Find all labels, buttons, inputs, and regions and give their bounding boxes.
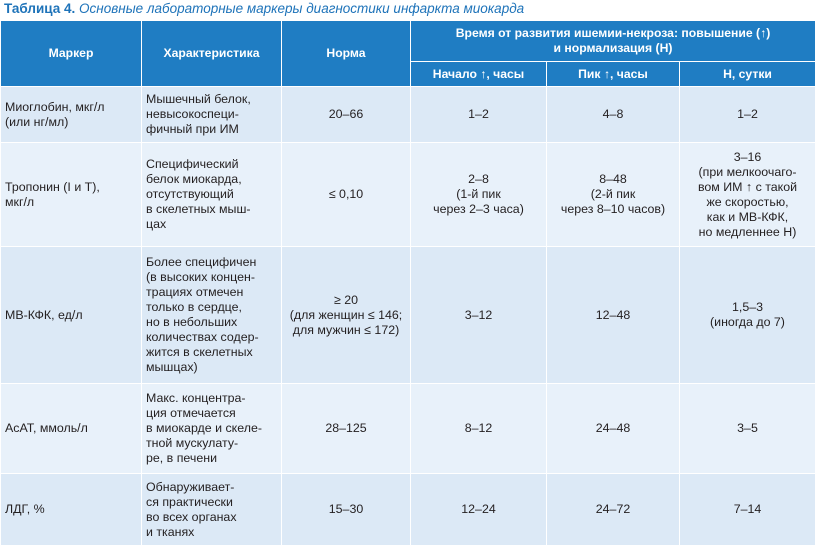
cell-line: (2-й пик bbox=[590, 187, 636, 201]
cell-line: АсАТ, ммоль/л bbox=[5, 421, 88, 435]
cell-line: (для женщин ≤ 146; bbox=[289, 307, 403, 322]
cell-peak bbox=[547, 87, 680, 143]
cell-line: 2–8 bbox=[468, 172, 489, 186]
cell-line: Обнаруживает- bbox=[146, 479, 235, 494]
cell-line: но в небольших bbox=[146, 315, 238, 329]
table-row bbox=[1, 143, 815, 247]
table-row bbox=[1, 384, 815, 474]
cell-line: ЛДГ, % bbox=[5, 502, 45, 516]
cell-normalization bbox=[680, 143, 815, 247]
cell-line: ция отмечается bbox=[146, 406, 236, 420]
cell-line: Тропонин (I и Т), bbox=[5, 179, 100, 194]
caption-title: Основные лабораторные маркеры диагностики инфаркта миокарда bbox=[79, 1, 525, 16]
cell-line: ≥ 20 bbox=[333, 292, 359, 307]
cell-onset bbox=[411, 87, 547, 143]
cell-line: ся практически bbox=[146, 494, 233, 509]
cell-line: 1–2 bbox=[468, 107, 489, 121]
cell-line: 3–12 bbox=[464, 307, 493, 322]
cell-onset bbox=[411, 384, 547, 474]
table-body bbox=[1, 87, 815, 546]
cell-line: 24–48 bbox=[595, 421, 631, 435]
markers-table bbox=[0, 20, 815, 546]
header-time-group-line1: Время от развития ишемии-некроза: повышение (↑) bbox=[455, 26, 771, 40]
cell-line: трациях отмечен bbox=[146, 285, 244, 299]
header-peak: Пик ↑, часы bbox=[547, 62, 680, 87]
cell-line: жится в скелетных bbox=[146, 345, 253, 359]
cell-line: Макс. концентра- bbox=[146, 391, 246, 405]
cell-onset bbox=[411, 143, 547, 247]
header-time-group bbox=[411, 21, 815, 62]
header-marker: Маркер bbox=[1, 21, 142, 87]
cell-line: (или нг/мл) bbox=[5, 114, 69, 129]
cell-marker bbox=[1, 247, 142, 384]
cell-line: для мужчин ≤ 172) bbox=[292, 322, 400, 337]
cell-marker bbox=[1, 143, 142, 247]
cell-line: 4–8 bbox=[602, 107, 624, 121]
cell-line: МВ-КФК, ед/л bbox=[5, 307, 83, 322]
cell-line: но медленнее Н) bbox=[698, 224, 797, 239]
cell-line: количествах содер- bbox=[146, 330, 259, 344]
cell-line: 3–5 bbox=[737, 421, 758, 435]
cell-line: 7–14 bbox=[733, 502, 762, 516]
cell-line: в скелетных мыш- bbox=[146, 202, 251, 216]
cell-line: Мышечный белок, bbox=[146, 92, 251, 106]
cell-line: 15–30 bbox=[328, 502, 364, 516]
cell-norm bbox=[282, 87, 411, 143]
cell-normalization bbox=[680, 247, 815, 384]
cell-line: и тканях bbox=[146, 524, 195, 539]
cell-line: во всех органах bbox=[146, 509, 237, 524]
cell-line: 1–2 bbox=[737, 107, 758, 121]
cell-norm bbox=[282, 143, 411, 247]
cell-characteristic bbox=[142, 143, 282, 247]
cell-normalization bbox=[680, 474, 815, 546]
cell-line: Специфический bbox=[146, 157, 239, 171]
cell-line: белок миокарда, bbox=[146, 172, 242, 186]
cell-peak bbox=[547, 247, 680, 384]
cell-line: 8–48 bbox=[599, 172, 627, 186]
cell-line: через 8–10 часов) bbox=[560, 202, 666, 216]
cell-line: же скоростью, bbox=[706, 194, 789, 209]
header-onset: Начало ↑, часы bbox=[411, 62, 547, 87]
header-norm: Норма bbox=[282, 21, 411, 87]
cell-line: отсутствующий bbox=[146, 187, 234, 201]
cell-line: мкг/л bbox=[5, 194, 35, 209]
cell-marker bbox=[1, 87, 142, 143]
cell-line: только в сердце, bbox=[146, 300, 242, 314]
cell-line: 12–24 bbox=[461, 502, 496, 516]
cell-peak bbox=[547, 143, 680, 247]
header-normalization: Н, сутки bbox=[680, 62, 815, 87]
cell-line: вом ИМ ↑ с такой bbox=[697, 179, 798, 194]
cell-line: в миокарде и скеле- bbox=[146, 421, 262, 435]
cell-line: 20–66 bbox=[328, 107, 364, 121]
cell-line: невысокоспеци- bbox=[146, 107, 239, 121]
table-row bbox=[1, 247, 815, 384]
header-characteristic: Характеристика bbox=[142, 21, 282, 87]
cell-line: (иногда до 7) bbox=[710, 315, 785, 329]
table-caption bbox=[4, 1, 524, 16]
table-row bbox=[1, 474, 815, 546]
cell-peak bbox=[547, 474, 680, 546]
cell-line: 28–125 bbox=[325, 421, 367, 435]
cell-norm bbox=[282, 247, 411, 384]
cell-line: ≤ 0,10 bbox=[328, 187, 364, 201]
cell-line: как и МВ-КФК, bbox=[706, 209, 789, 224]
cell-line: ре, в печени bbox=[146, 451, 217, 465]
header-time-group-line2: и нормализация (Н) bbox=[553, 41, 673, 55]
cell-line: мышцах) bbox=[146, 360, 198, 374]
cell-characteristic bbox=[142, 474, 282, 546]
cell-normalization bbox=[680, 87, 815, 143]
cell-line: фичный при ИМ bbox=[146, 122, 239, 136]
cell-marker bbox=[1, 384, 142, 474]
cell-onset bbox=[411, 474, 547, 546]
cell-line: Более специфичен bbox=[146, 255, 257, 269]
cell-characteristic bbox=[142, 384, 282, 474]
caption-label: Таблица 4. bbox=[4, 1, 76, 16]
cell-line: 24–72 bbox=[595, 502, 631, 516]
table-row bbox=[1, 87, 815, 143]
cell-onset bbox=[411, 247, 547, 384]
cell-characteristic bbox=[142, 247, 282, 384]
cell-characteristic bbox=[142, 87, 282, 143]
cell-line: через 2–3 часа) bbox=[433, 202, 524, 216]
cell-line: 1,5–3 bbox=[731, 300, 763, 314]
cell-norm bbox=[282, 474, 411, 546]
cell-line: (в высоких концен- bbox=[146, 270, 255, 284]
cell-line: 3–16 bbox=[733, 149, 762, 164]
cell-line: тной мускулату- bbox=[146, 436, 239, 450]
cell-line: Миоглобин, мкг/л bbox=[5, 99, 105, 114]
cell-norm bbox=[282, 384, 411, 474]
cell-line: (1-й пик bbox=[456, 187, 501, 201]
cell-normalization bbox=[680, 384, 815, 474]
cell-line: (при мелкоочаго- bbox=[698, 164, 797, 179]
cell-line: 12–48 bbox=[595, 307, 631, 322]
cell-line: 8–12 bbox=[464, 421, 493, 435]
cell-peak bbox=[547, 384, 680, 474]
cell-marker bbox=[1, 474, 142, 546]
cell-line: цах bbox=[146, 217, 167, 231]
